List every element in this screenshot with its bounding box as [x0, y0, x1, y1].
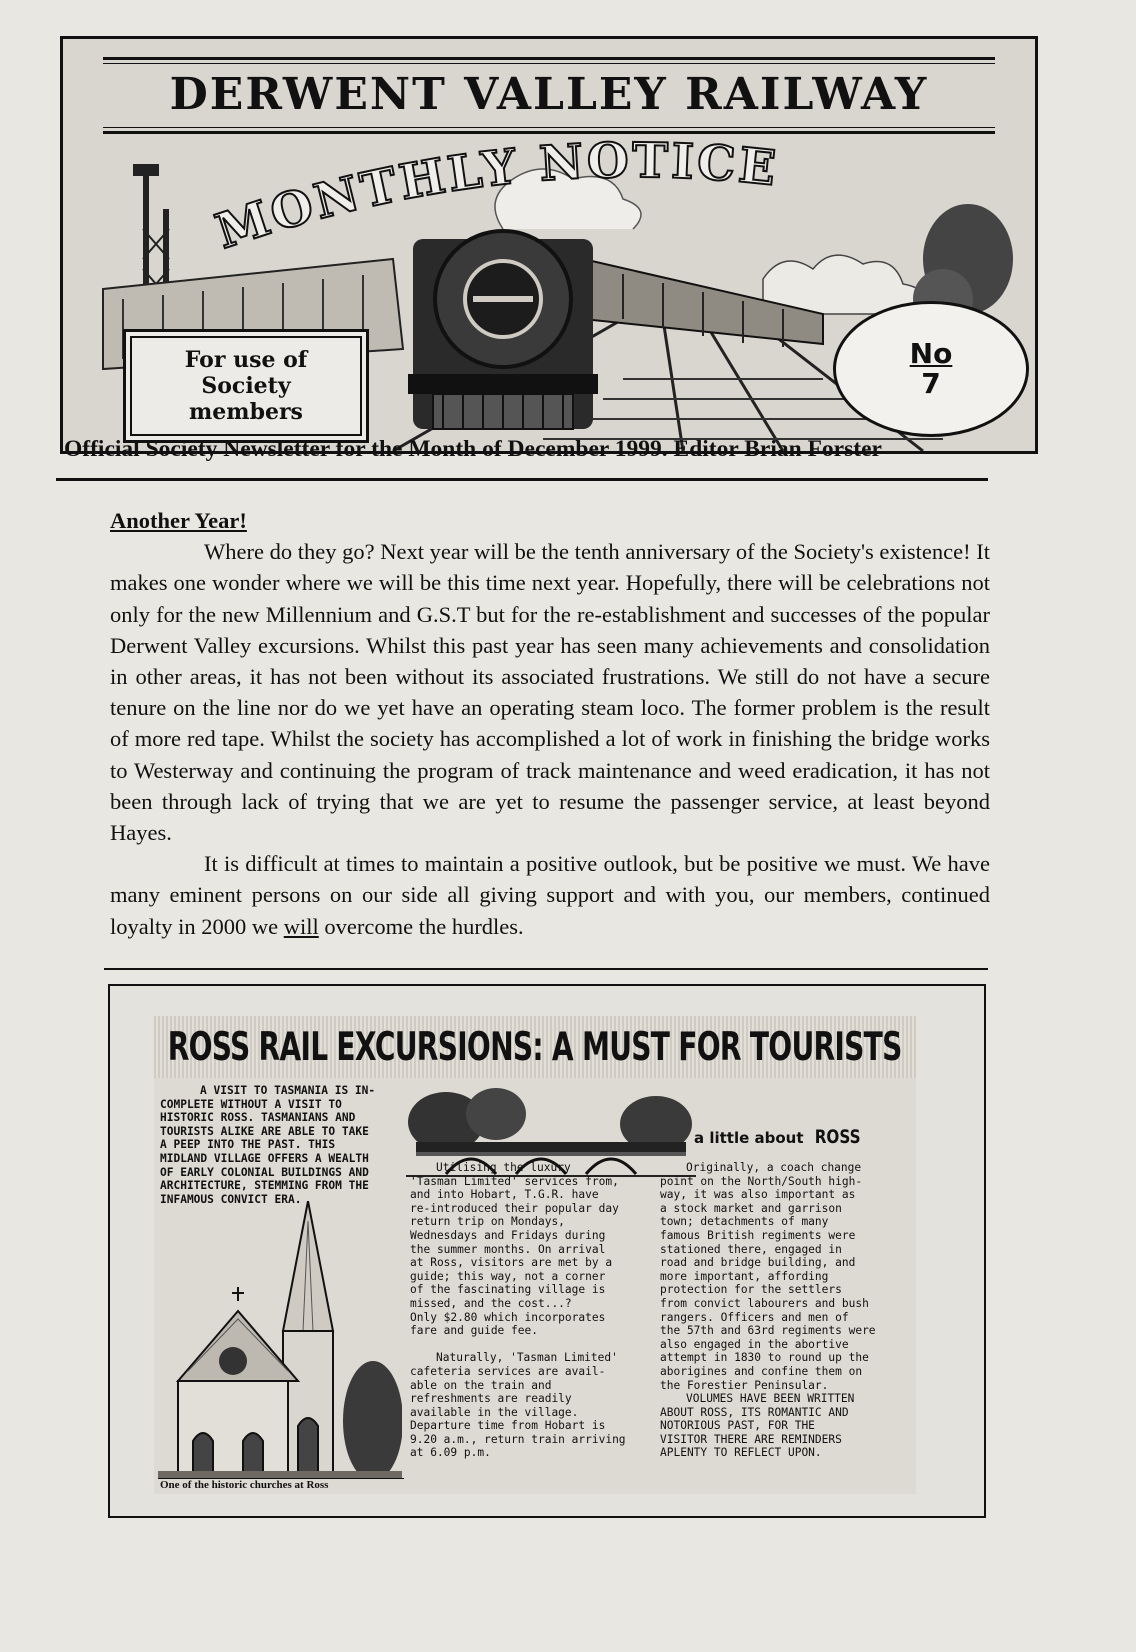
column-line: the summer months. On arrival	[410, 1242, 606, 1256]
column-line: Departure time from Hobart is	[410, 1419, 606, 1433]
column-line: from convict labourers and bush	[660, 1296, 869, 1310]
column-line: fare and guide fee.	[410, 1324, 538, 1338]
clipping-headline-bar	[154, 1016, 916, 1078]
column-line: town; detachments of many	[660, 1215, 829, 1229]
column-line: aborigines and confine them on	[660, 1364, 863, 1378]
column-line: at 6.09 p.m.	[410, 1446, 491, 1460]
column-line: APLENTY TO REFLECT UPON.	[660, 1446, 822, 1460]
little-about-ross	[694, 1126, 866, 1148]
column-line: Utilising the luxury	[436, 1161, 571, 1174]
column-line: more important, affording	[660, 1269, 829, 1283]
clipping-headline: ROSS RAIL EXCURSIONS: A MUST FOR TOURISTS	[168, 1024, 902, 1070]
intro-line: ARCHITECTURE, STEMMING FROM THE	[160, 1179, 369, 1193]
monthly-notice-banner	[183, 139, 943, 259]
masthead-rule-mid	[103, 131, 995, 134]
column-line: also engaged in the abortive	[660, 1337, 849, 1351]
column-line: the 57th and 63rd regiments were	[660, 1324, 876, 1338]
column-line: 'Tasman Limited' services from,	[410, 1174, 619, 1188]
article-paragraph-2	[110, 848, 990, 942]
clipping-frame	[108, 984, 986, 1518]
column-line: at Ross, visitors are met by a	[410, 1256, 613, 1270]
masthead	[60, 36, 1038, 454]
issue-label: No	[909, 337, 953, 370]
issue-number-badge	[833, 301, 1029, 437]
column-line: return trip on Mondays,	[410, 1215, 565, 1229]
divider-before-clipping	[104, 968, 988, 970]
column-line: Originally, a coach change	[686, 1161, 862, 1174]
newsletter-title: DERWENT VALLEY RAILWAY	[169, 69, 929, 120]
intro-line: A VISIT TO TASMANIA IS IN-	[200, 1084, 376, 1097]
intro-line: INFAMOUS CONVICT ERA.	[160, 1192, 302, 1206]
church-caption: One of the historic churches at Ross	[158, 1478, 404, 1491]
column-line: guide; this way, not a corner	[410, 1269, 606, 1283]
article-heading: Another Year!	[110, 508, 247, 533]
column-line: 9.20 a.m., return train arriving	[410, 1432, 626, 1446]
column-line: able on the train and	[410, 1378, 552, 1392]
column-line: and into Hobart, T.G.R. have	[410, 1188, 599, 1202]
intro-line: COMPLETE WITHOUT A VISIT TO	[160, 1097, 342, 1111]
column-line: NOTORIOUS PAST, FOR THE	[660, 1419, 815, 1433]
column-line: Wednesdays and Fridays during	[410, 1228, 606, 1242]
intro-line: OF EARLY COLONIAL BUILDINGS AND	[160, 1165, 369, 1179]
column-line: available in the village.	[410, 1405, 579, 1419]
column-spacer	[410, 1338, 626, 1352]
divider-after-credit	[56, 478, 988, 481]
column-line: the Forestier Peninsular.	[660, 1378, 829, 1392]
ross-excursion-clipping	[154, 1016, 916, 1494]
column-line: famous British regiments were	[660, 1228, 856, 1242]
column-line: ABOUT ROSS, ITS ROMANTIC AND	[660, 1405, 849, 1419]
members-note-line-3: members	[189, 399, 303, 425]
members-only-box	[123, 329, 369, 443]
para2-emphasis: will	[283, 913, 319, 939]
clipping-middle-column	[410, 1161, 626, 1460]
para2-start: It is difficult at times to maintain a positive outlook, but be positive we must. We have many eminent persons on our side all giving support and with you, our members, continued loyalty in 2000 we	[110, 851, 990, 939]
column-line: protection for the settlers	[660, 1283, 842, 1297]
column-line: road and bridge building, and	[660, 1256, 856, 1270]
column-line: Naturally, 'Tasman Limited'	[436, 1351, 618, 1365]
members-note-line-1: For use of	[184, 347, 308, 373]
clipping-right-column	[660, 1161, 876, 1460]
editorial-article	[110, 505, 990, 942]
column-line: of the fascinating village is	[410, 1283, 606, 1297]
little-about-name: ROSS	[814, 1126, 861, 1148]
column-line: attempt in 1830 to round up the	[660, 1351, 869, 1365]
column-line: re-introduced their popular day	[410, 1201, 619, 1215]
column-line: point on the North/South high-	[660, 1174, 863, 1188]
intro-line: HISTORIC ROSS. TASMANIANS AND	[160, 1111, 356, 1125]
credit-line: Official Society Newsletter for the Month of December 1999. Editor Brian Forster	[64, 436, 882, 462]
little-about-prefix: a little about	[694, 1129, 804, 1147]
column-line: cafeteria services are avail-	[410, 1364, 606, 1378]
monthly-notice-text: MONTHLY NOTICE	[209, 139, 782, 259]
intro-line: A PEEP INTO THE PAST. THIS	[160, 1138, 336, 1152]
svg-text:MONTHLY NOTICE	[209, 139, 781, 259]
masthead-rule-top	[103, 57, 995, 60]
para2-end: overcome the hurdles.	[324, 913, 524, 939]
column-line: Only $2.80 which incorporates	[410, 1310, 606, 1324]
column-line: stationed there, engaged in	[660, 1242, 842, 1256]
masthead-rule-top-thin	[103, 63, 995, 64]
ross-church-illustration	[158, 1201, 402, 1491]
column-line: VISITOR THERE ARE REMINDERS	[660, 1432, 842, 1446]
intro-line: MIDLAND VILLAGE OFFERS A WEALTH	[160, 1151, 369, 1165]
clipping-intro	[160, 1084, 400, 1206]
column-line: way, it was also important as	[660, 1188, 856, 1202]
column-line: missed, and the cost...?	[410, 1296, 572, 1310]
column-line: VOLUMES HAVE BEEN WRITTEN	[686, 1392, 855, 1406]
column-line: refreshments are readily	[410, 1392, 572, 1406]
column-line: rangers. Officers and men of	[660, 1310, 849, 1324]
masthead-rule-mid-thin	[103, 127, 995, 128]
issue-number: 7	[921, 367, 941, 400]
intro-line: TOURISTS ALIKE ARE ABLE TO TAKE	[160, 1124, 369, 1138]
members-note-line-2: Society	[201, 373, 291, 399]
column-line: a stock market and garrison	[660, 1201, 842, 1215]
article-paragraph-1: Where do they go? Next year will be the tenth anniversary of the Society's existence! It makes one wonder where we will be this time next year. Hopefully, there will be celebrations not only for the new Millennium and G.S.T but for the re-establishment and successes of the popular Derwent Valley excursions. Whilst this past year has seen many achievements and consolidation in other areas, it has not been without its associated frustrations. We still do not have a secure tenure on the line nor do we yet have an operating steam loco. The former problem is the result of more red tape. Whilst the society has accomplished a lot of work in finishing the bridge works to Westerway and continuing the program of track maintenance and weed eradication, it has not been through lack of trying that we are yet to resume the passenger service, at least beyond Hayes.	[110, 539, 990, 846]
